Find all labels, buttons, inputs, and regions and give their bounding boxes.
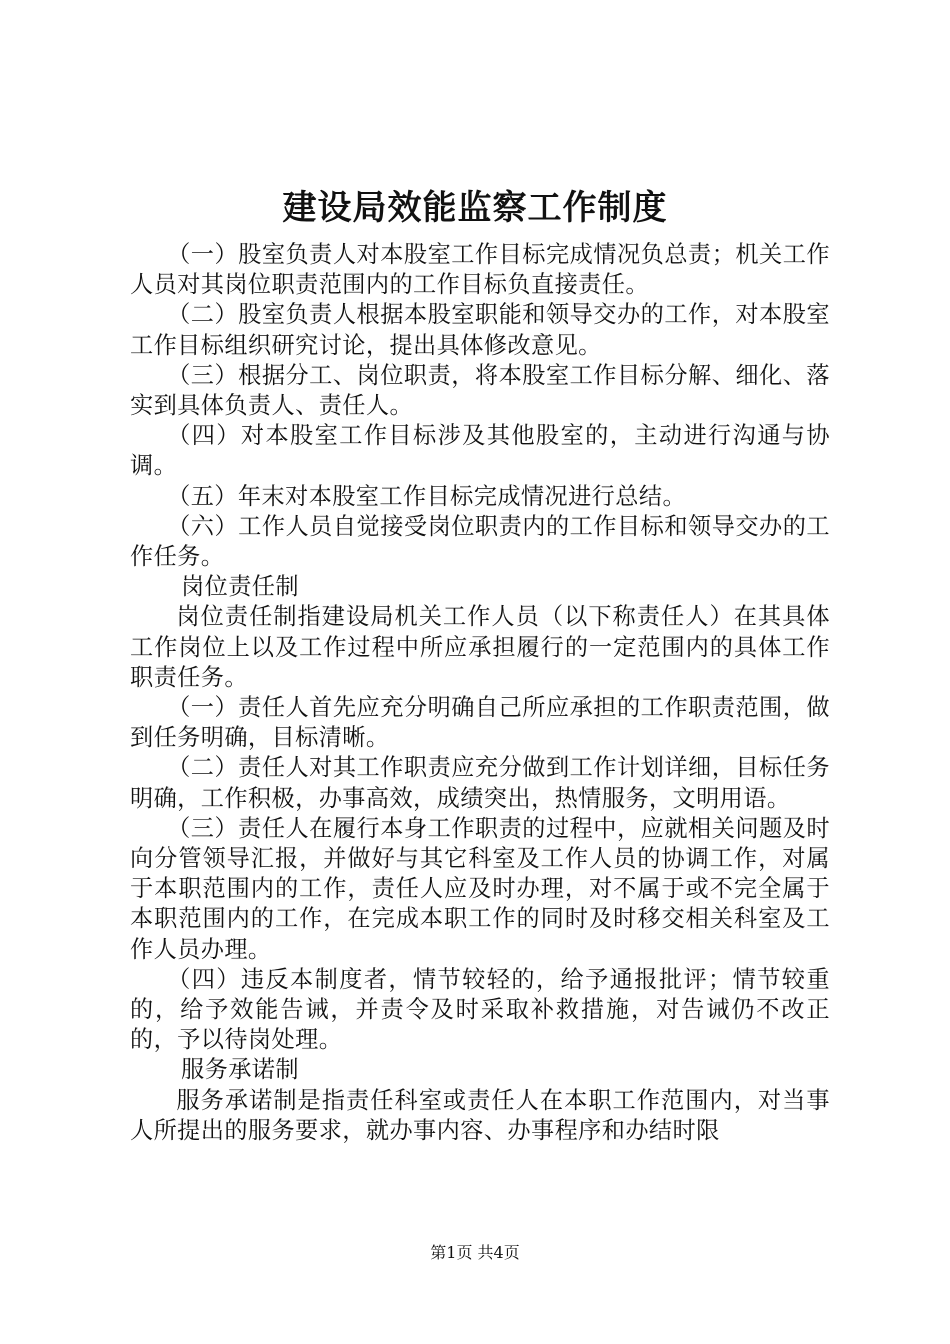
section-heading: 服务承诺制 [181, 1056, 299, 1084]
paragraph: （二）股室负责人根据本股室职能和领导交办的工作，对本股室工作目标组织研究讨论，提出具体修改意见。 [130, 301, 830, 359]
paragraph: （一）股室负责人对本股室工作目标完成情况负总责；机关工作人员对其岗位职责范围内的工作目标负直接责任。 [130, 241, 830, 299]
page-footer: 第1页 共4页 [430, 1243, 520, 1262]
paragraph: （四）对本股室工作目标涉及其他股室的，主动进行沟通与协调。 [130, 422, 830, 480]
paragraph: （六）工作人员自觉接受岗位职责内的工作目标和领导交办的工作任务。 [130, 512, 830, 571]
paragraph: 岗位责任制指建设局机关工作人员（以下称责任人）在其具体工作岗位上以及工作过程中所应承担履行的一定范围内的具体工作职责任务。 [130, 603, 830, 691]
paragraph: （四）违反本制度者，情节较轻的，给予通报批评；情节较重的，给予效能告诫，并责令及时采取补救措施，对告诫仍不改正的，予以待岗处理。 [130, 965, 830, 1054]
paragraph: （二）责任人对其工作职责应充分做到工作计划详细，目标任务明确，工作积极，办事高效，成绩突出，热情服务，文明用语。 [130, 754, 830, 812]
paragraph: （一）责任人首先应充分明确自己所应承担的工作职责范围，做到任务明确，目标清晰。 [130, 694, 830, 752]
section-heading: 岗位责任制 [181, 573, 299, 601]
paragraph: 服务承诺制是指责任科室或责任人在本职工作范围内，对当事人所提出的服务要求，就办事内容、办事程序和办结时限 [130, 1086, 830, 1144]
page-title: 建设局效能监察工作制度 [282, 188, 668, 228]
paragraph: （三）根据分工、岗位职责，将本股室工作目标分解、细化、落实到具体负责人、责任人。 [130, 361, 830, 420]
document-body [130, 240, 830, 1146]
paragraph: （三）责任人在履行本身工作职责的过程中，应就相关问题及时向分管领导汇报，并做好与其它科室及工作人员的协调工作，对属于本职范围内的工作，责任人应及时办理，对不属于或不完全属于本职范围内的工作，在完成本职工作的同时及时移交相关科室及工作人员办理。 [130, 814, 830, 963]
paragraph: （五）年末对本股室工作目标完成情况进行总结。 [167, 482, 687, 510]
